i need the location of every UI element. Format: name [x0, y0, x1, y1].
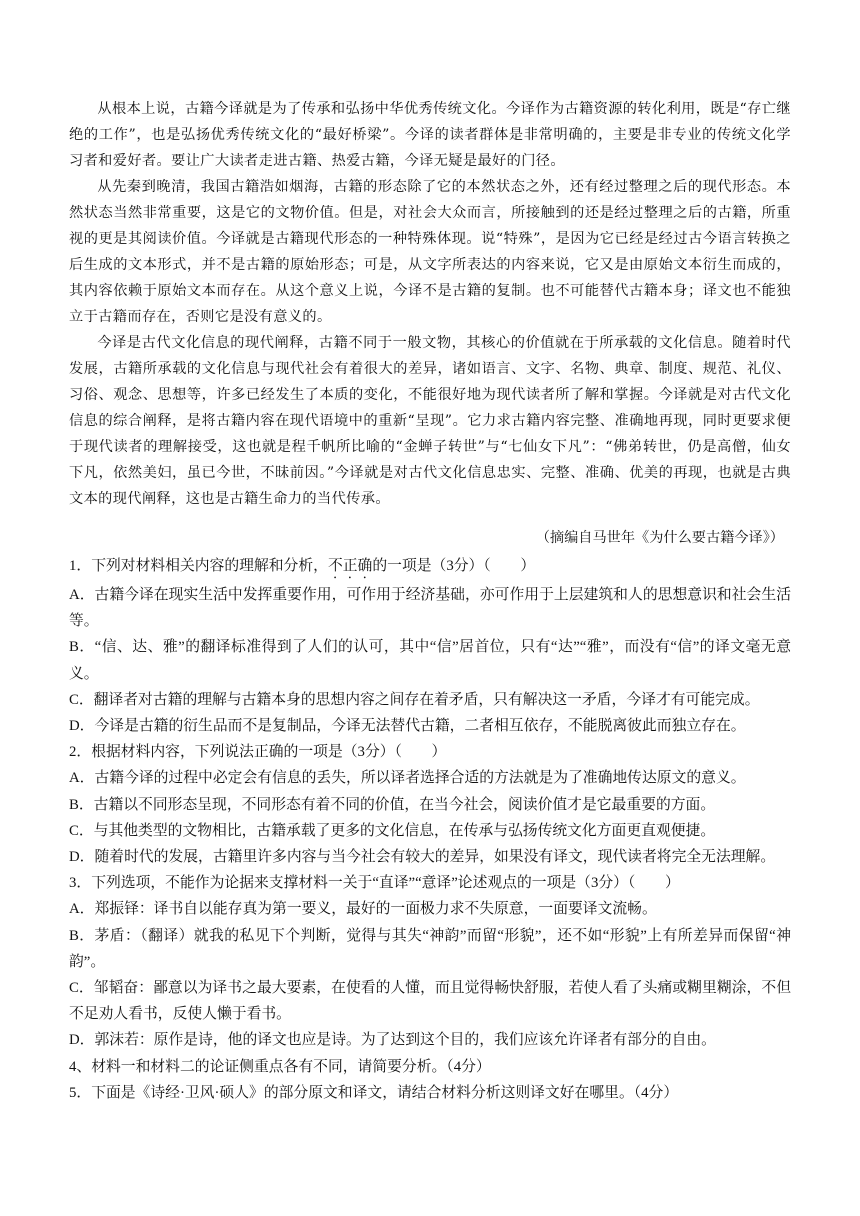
q3-option-a: A．郑振铎：译书自以能存真为第一要义，最好的一面极力求不失原意，一面要译文流畅。: [69, 901, 657, 918]
question-1-stem: 1．下列对材料相关内容的理解和分析，不正确的一项是（3分）（ ）: [69, 558, 536, 574]
q2-option-d: D．随着时代的发展，古籍里许多内容与当今社会有较大的差异，如果没有译文，现代读者将完全无法理解。: [69, 849, 776, 866]
reading-material: [69, 96, 791, 512]
q2-option-b: B．古籍以不同形态呈现，不同形态有着不同的价值，在当今社会，阅读价值才是它最重要的方面。: [69, 796, 716, 813]
material-paragraph: 今译是古代文化信息的现代阐释，古籍不同于一般文物，其核心的价值就在于所承载的文化信息。随着时代发展，古籍所承载的文化信息与现代社会有着很大的差异，诸如语言、文字、名物、典章、制度、规范、礼仪、习俗、观念、思想等，许多已经发生了本质的变化，不能很好地为现代读者所了解和掌握。今译就是对古代文化信息的综合阐释，是将古籍内容在现代语境中的重新“呈现”。它力求古籍内容完整、准确地再现，同时更要求便于现代读者的理解接受，这也就是程千帆所比喻的“金蝉子转世”与“七仙女下凡”：“佛弟转世，仍是高僧，仙女下凡，依然美妇，虽已今世，不昧前因。”今译就是对古代文化信息忠实、完整、准确、优美的再现，也就是古典文本的现代阐释，这也是古籍生命力的当代传承。: [69, 335, 791, 507]
material-paragraph: 从根本上说，古籍今译就是为了传承和弘扬中华优秀传统文化。今译作为古籍资源的转化利用，既是“存亡继绝的工作”，也是弘扬优秀传统文化的“最好桥梁”。今译的读者群体是非常明确的，主要是非专业的传统文化学习者和爱好者。要让广大读者走进古籍、热爱古籍，今译无疑是最好的门径。: [69, 101, 791, 169]
q3-option-c: C．邹韬奋：鄙意以为译书之最大要素，在使看的人懂，而且觉得畅快舒服，若使人看了头痛或糊里糊涂，不但不足劝人看书，反使人懒于看书。: [69, 980, 791, 1023]
material-paragraph: 从先秦到晚清，我国古籍浩如烟海，古籍的形态除了它的本然状态之外，还有经过整理之后的现代形态。本然状态当然非常重要，这是它的文物价值。但是，对社会大众而言，所接触到的还是经过整理之后的古籍，所重视的更是其阅读价值。今译就是古籍现代形态的一种特殊体现。说“特殊”，是因为它已经是经过古今语言转换之后生成的文本形式，并不是古籍的原始形态；可是，从文字所表达的内容来说，它又是由原始文本衍生而成的，其内容依赖于原始文本而存在。从这个意义上说，今译不是古籍的复制。也不可能替代古籍本身；译文也不能独立于古籍而存在，否则它是没有意义的。: [69, 179, 791, 325]
source-citation: （摘编自马世年《为什么要古籍今译》）: [535, 530, 784, 546]
questions: [69, 553, 791, 1106]
q1-option-d: D．今译是古籍的衍生品而不是复制品，今译无法替代古籍，二者相互依存，不能脱离彼此而独立存在。: [69, 718, 746, 735]
question-2-stem: 2．根据材料内容，下列说法正确的一项是（3分）（ ）: [69, 744, 447, 761]
q1-option-a: A．古籍今译在现实生活中发挥重要作用，可作用于经济基础，亦可作用于上层建筑和人的思想意识和社会生活等。: [69, 587, 791, 630]
question-4-stem: 4、材料一和材料二的论证侧重点各有不同，请简要分析。（4分）: [69, 1058, 491, 1075]
q3-option-b: B．茅盾：（翻译）就我的私见下个判断，觉得与其失“神韵”而留“形貌”，还不如“形貌”上有所差异而保留“神韵”。: [69, 927, 791, 970]
q1-option-b: B．“信、达、雅”的翻译标准得到了人们的认可，其中“信”居首位，只有“达”“雅”，而没有“信”的译文毫无意义。: [69, 639, 791, 682]
q2-option-a: A．古籍今译的过程中必定会有信息的丢失，所以译者选择合适的方法就是为了准确地传达原文的意义。: [69, 770, 746, 787]
q3-option-d: D．郭沫若：原作是诗，他的译文也应是诗。为了达到这个目的，我们应该允许译者有部分的自由。: [69, 1032, 716, 1049]
q2-option-c: C．与其他类型的文物相比，古籍承载了更多的文化信息，在传承与弘扬传统文化方面更直观便捷。: [69, 822, 716, 839]
question-5-stem: 5．下面是《诗经·卫风·硕人》的部分原文和译文，请结合材料分析这则译文好在哪里。（4分）: [69, 1084, 679, 1101]
emphasis-not-correct: 不正确: [327, 558, 373, 574]
question-3-stem: 3．下列选项，不能作为论据来支撑材料一关于“直译”“意译”论述观点的一项是（3分）（ ）: [69, 875, 680, 892]
q1-option-c: C．翻译者对古籍的理解与古籍本身的思想内容之间存在着矛盾，只有解决这一矛盾，今译才有可能完成。: [69, 691, 760, 708]
